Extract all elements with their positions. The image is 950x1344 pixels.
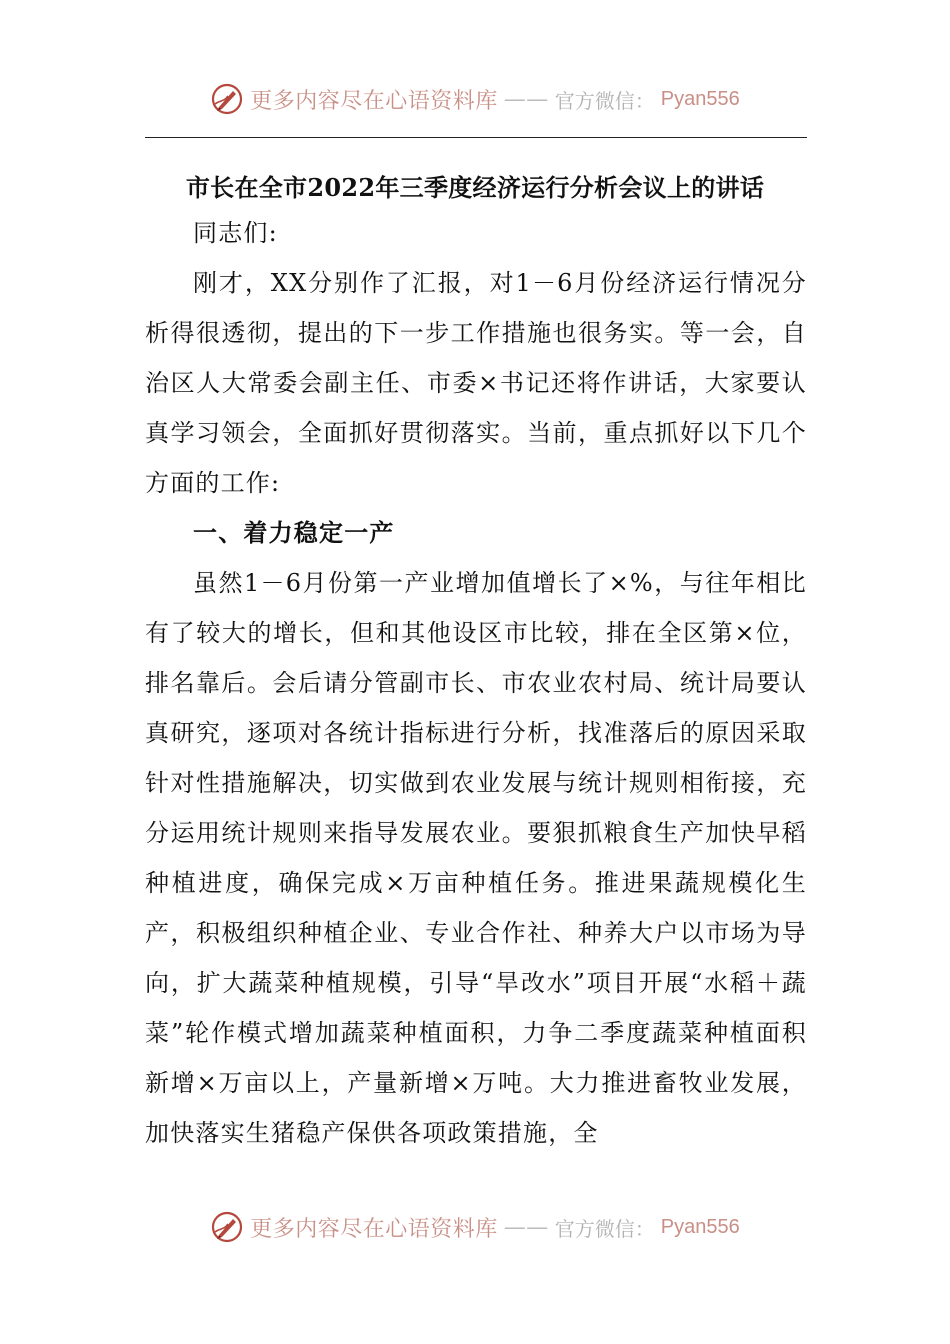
watermark-wechat-label: 官方微信： xyxy=(554,88,655,113)
document-title: 市长在全市2022年三季度经济运行分析会议上的讲话 xyxy=(185,173,765,202)
paragraph-intro: 刚才，XX分别作了汇报，对1－6月份经济运行情况分析得很透彻，提出的下一步工作措施也很务实。等一会，自治区人大常委会副主任、市委×书记还将作讲话，大家要认真学习领会，全面抓好贯彻落实。当前，重点抓好以下几个方面的工作: xyxy=(145,269,807,497)
section-heading: 一、着力稳定一产 xyxy=(193,519,395,547)
watermark-dash: —— xyxy=(503,1214,549,1240)
salutation: 同志们: xyxy=(193,219,278,247)
pen-logo-icon xyxy=(210,1210,244,1244)
watermark-wechat-label: 官方微信： xyxy=(554,1216,655,1241)
watermark-text: 更多内容尽在心语资料库 xyxy=(250,1216,498,1242)
paragraph-section-1: 虽然1－6月份第一产业增加值增长了×%，与往年相比有了较大的增长，但和其他设区市比较，排在全区第×位，排名靠后。会后请分管副市长、市农业农村局、统计局要认真研究，逐项对各统计指标进行分析，找准落后的原因采取针对性措施解决，切实做到农业发展与统计规则相衔接，充分运用统计规则来指导发展农业。要狠抓粮食生产加快早稻种植进度，确保完成×万亩种植任务。推进果蔬规模化生产，积极组织种植企业、专业合作社、种养大户以市场为导向，扩大蔬菜种植规模，引导“旱改水”项目开展“水稻＋蔬菜”轮作模式增加蔬菜种植面积，力争二季度蔬菜种植面积新增×万亩以上，产量新增×万吨。大力推进畜牧业发展，加快落实生猪稳产保供各项政策措施，全 xyxy=(145,569,807,1147)
header-divider xyxy=(145,137,807,138)
footer-watermark xyxy=(0,1210,950,1244)
document-body xyxy=(145,208,807,1158)
watermark-text: 更多内容尽在心语资料库 xyxy=(250,88,498,114)
watermark-wechat-id: Pyan556 xyxy=(660,1215,740,1238)
watermark-wechat-id: Pyan556 xyxy=(660,87,740,110)
pen-logo-icon xyxy=(210,82,244,116)
header-watermark xyxy=(0,82,950,116)
watermark-dash: —— xyxy=(503,86,549,112)
